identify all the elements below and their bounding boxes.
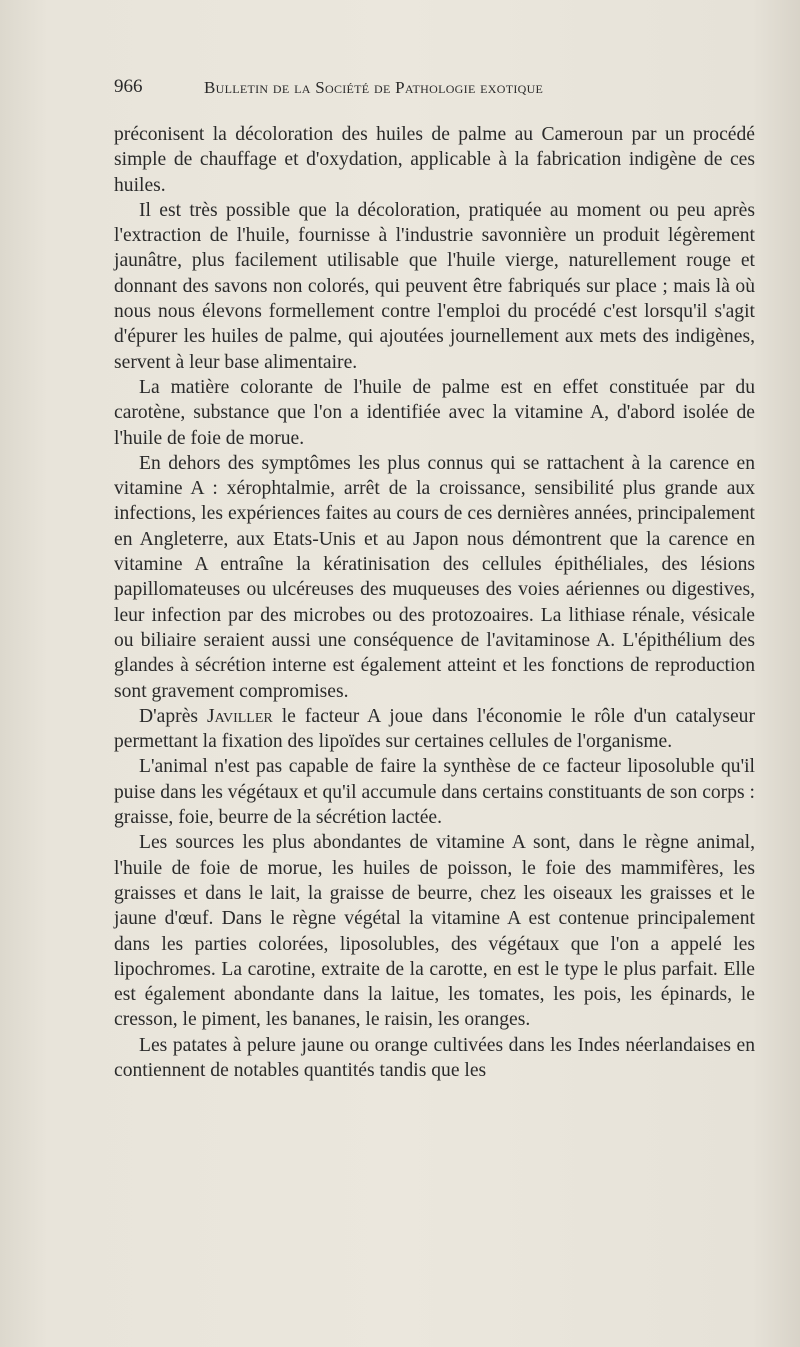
paragraph: Les sources les plus abondantes de vitamine A sont, dans le règne animal, l'huile de foie de morue, les huiles de poisson, le foie des mammifères, les graisses et dans le lait, la graisse de beurre, chez les oiseaux les graisses et le jaune d'œuf. Dans le règne végétal la vitamine A est contenue principalement dans les parties colorées, liposolubles, des végétaux que l'on a appelé les lipochromes. La carotine, extraite de la carotte, en est le type le plus parfait. Elle est également abondante dans la laitue, les tomates, les pois, les épinards, le cresson, le piment, les bananes, le raisin, les oranges.: [114, 832, 755, 1031]
paragraph: En dehors des symptômes les plus connus qui se rattachent à la carence en vitamine A : xérophtalmie, arrêt de la croissance, sensibilité plus grande aux infections, les expériences faites au cours de ces dernières années, principalement en Angleterre, aux Etats-Unis et au Japon nous démontrent que la carence en vitamine A entraîne la kératinisation des cellules épithéliales, des lésions papillomateuses ou ulcéreuses des muqueuses des voies aériennes ou digestives, leur infection par des microbes ou des protozoaires. La lithiase rénale, vésicale ou biliaire seraient aussi une conséquence de l'avitaminose A. L'épithélium des glandes à sécrétion interne est également atteint et les fonctions de reproduction sont gravement compromises.: [114, 452, 755, 702]
author-name: Javiller: [207, 705, 273, 727]
running-header: [114, 72, 754, 102]
paragraph-text: D'après: [139, 705, 208, 727]
paragraph: Les patates à pelure jaune ou orange cultivées dans les Indes néerlandaises en contiennent de notables quantités tandis que les: [114, 1034, 755, 1081]
paragraph: Il est très possible que la décoloration, pratiquée au moment ou peu après l'extraction de l'huile, fournisse à l'industrie savonnière un produit légèrement jaunâtre, plus facilement utilisable que l'huile vierge, naturellement rouge et donnant des savons non colorés, qui peuvent être fabriqués sur place ; mais là où nous nous élevons formellement contre l'emploi du procédé c'est lorsqu'il s'agit d'épurer les huiles de palme, qui ajoutées journellement aux mets des indigènes, servent à leur base alimentaire.: [114, 199, 755, 373]
paragraph: L'animal n'est pas capable de faire la synthèse de ce facteur liposoluble qu'il puise dans les végétaux et qu'il accumule dans certains constituants de son corps : graisse, foie, beurre de la sécrétion lactée.: [114, 756, 755, 829]
article-body: [114, 122, 755, 1083]
paragraph: préconisent la décoloration des huiles de palme au Cameroun par un procédé simple de chauffage et d'oxydation, applicable à la fabrication indigène de ces huiles.: [114, 124, 755, 196]
paragraph: La matière colorante de l'huile de palme est en effet constituée par du carotène, substance que l'on a identifiée avec la vitamine A, d'abord isolée de l'huile de foie de morue.: [114, 376, 755, 449]
journal-title: Bulletin de la Société de Pathologie exotique: [204, 78, 544, 97]
paragraph-text: le facteur A joue dans l'économie le rôle d'un catalyseur permettant la fixation des lipoïdes sur certaines cellules de l'organisme.: [114, 705, 755, 753]
paragraph: [114, 704, 755, 755]
page-number: 966: [114, 76, 143, 97]
